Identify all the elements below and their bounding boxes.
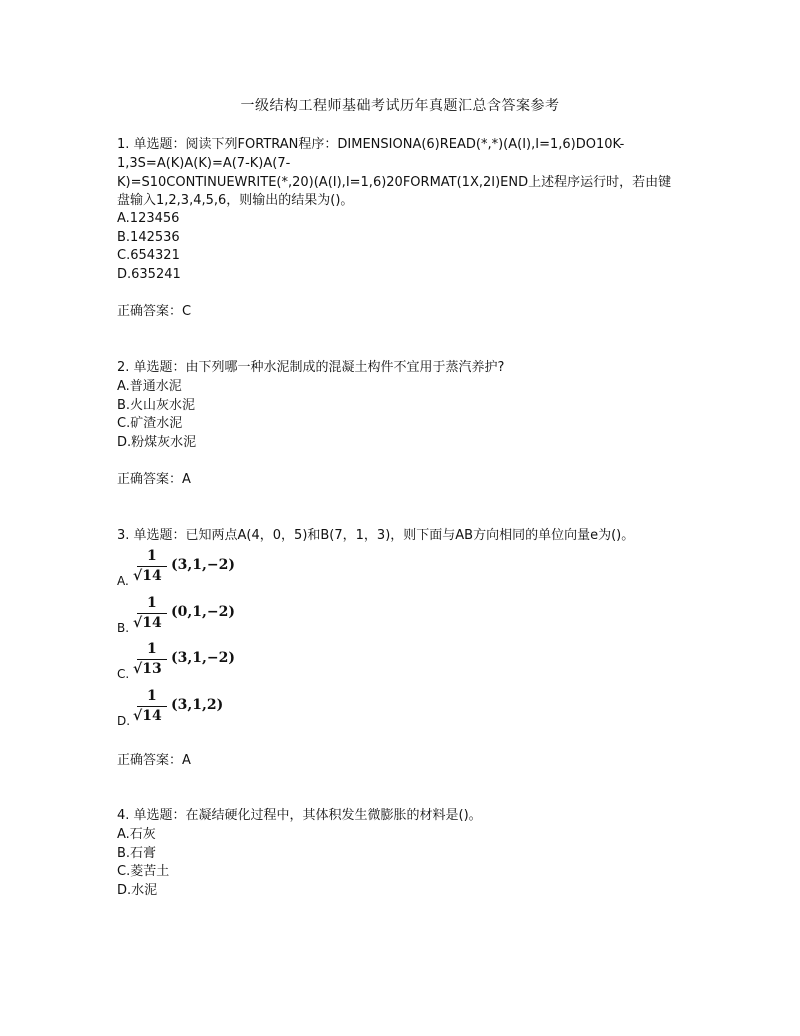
q4-option-b: B.石膏 (117, 846, 157, 861)
fraction-bar (137, 706, 167, 707)
q1-text-line-2: 1,3S=A(K)A(K)=A(7-K)A(7- (117, 156, 291, 171)
q2-option-b: B.火山灰水泥 (117, 398, 196, 413)
q4-question: 4. 单选题：在凝结硬化过程中，其体积发生微膨胀的材料是()。 (117, 808, 482, 823)
fraction-bar (137, 613, 167, 614)
q1-text-line-1: 1. 单选题：阅读下列FORTRAN程序：DIMENSIONA(6)READ(*,*)(A(I),I=1,6)DO10K- (117, 137, 625, 152)
q3-option-b-letter: B. (117, 621, 130, 635)
q3-option-c-letter: C. (117, 667, 130, 681)
formula-denominator: √14 (133, 615, 162, 631)
formula-numerator: 1 (147, 688, 157, 704)
q2-answer: 正确答案：A (117, 472, 191, 487)
formula-numerator: 1 (147, 548, 157, 564)
q3-answer: 正确答案：A (117, 753, 191, 768)
formula-vector: (0,1,−2) (171, 604, 235, 620)
q1-option-d: D.635241 (117, 267, 181, 282)
formula-denominator: √14 (133, 568, 162, 584)
q1-text-line-4: 盘输入1,2,3,4,5,6，则输出的结果为()。 (117, 193, 354, 208)
q4-option-a: A.石灰 (117, 827, 156, 842)
page-title: 一级结构工程师基础考试历年真题汇总含答案参考 (240, 98, 560, 114)
formula-denominator: √14 (133, 708, 162, 724)
q1-option-b: B.142536 (117, 230, 180, 245)
formula-numerator: 1 (147, 595, 157, 611)
q1-text-line-3: K)=S10CONTINUEWRITE(*,20)(A(I),I=1,6)20FORMAT(1X,2I)END上述程序运行时，若由键 (117, 175, 672, 190)
formula-vector: (3,1,−2) (171, 557, 235, 573)
q1-option-a: A.123456 (117, 211, 180, 226)
q2-option-a: A.普通水泥 (117, 379, 182, 394)
q1-answer: 正确答案：C (117, 304, 192, 319)
formula-numerator: 1 (147, 641, 157, 657)
formula-vector: (3,1,−2) (171, 650, 235, 666)
formula-vector: (3,1,2) (171, 697, 224, 713)
q2-option-c: C.矿渣水泥 (117, 416, 183, 431)
fraction-bar (137, 659, 167, 660)
q4-option-d: D.水泥 (117, 883, 158, 898)
formula-denominator: √13 (133, 661, 162, 677)
fraction-bar (137, 566, 167, 567)
q3-question: 3. 单选题：已知两点A(4，0，5)和B(7，1，3)，则下面与AB方向相同的单位向量e为()。 (117, 528, 635, 543)
q4-option-c: C.菱苦土 (117, 864, 170, 879)
q2-option-d: D.粉煤灰水泥 (117, 435, 197, 450)
q3-option-d-letter: D. (117, 714, 131, 728)
q2-question: 2. 单选题：由下列哪一种水泥制成的混凝土构件不宜用于蒸汽养护? (117, 360, 505, 375)
q1-option-c: C.654321 (117, 248, 180, 263)
q3-option-a-letter: A. (117, 574, 129, 588)
